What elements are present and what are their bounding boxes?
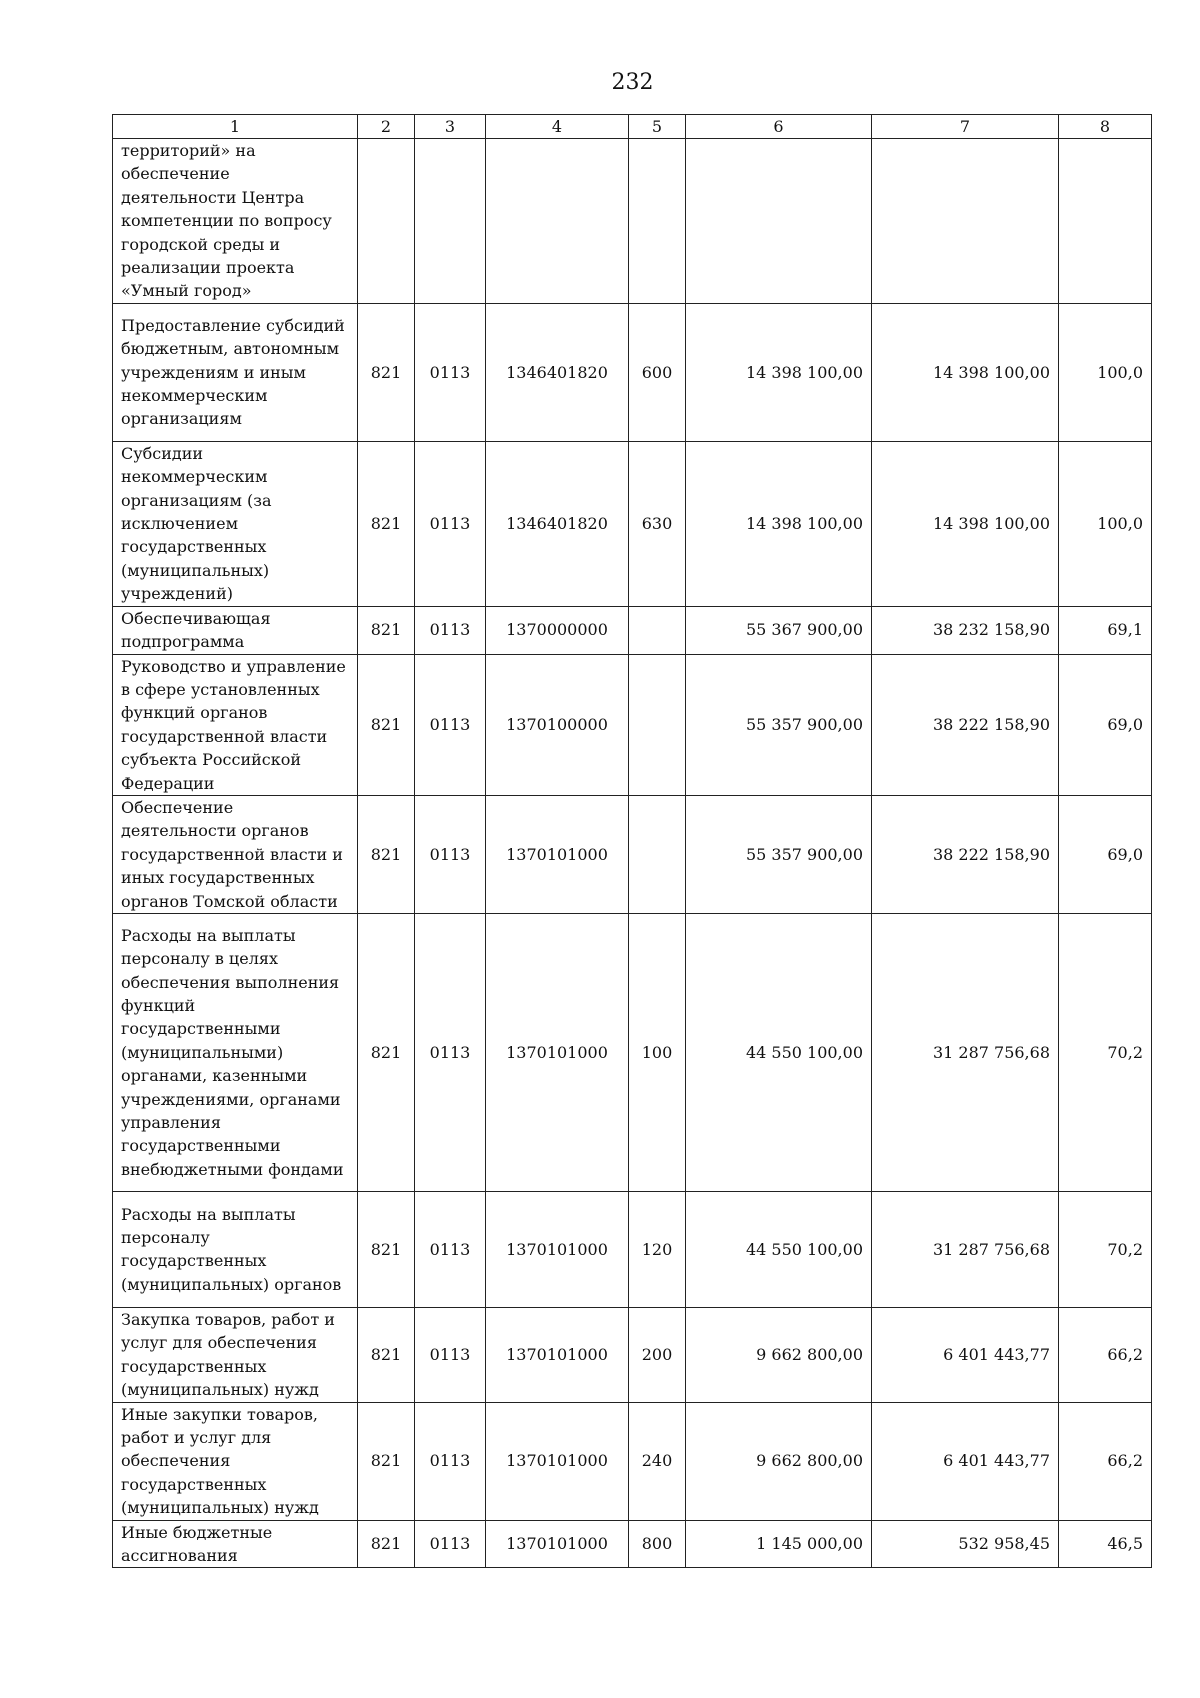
description-cell: Предоставление субсидий бюджетным, автономным учреждениям и иным некоммерческим организациям: [113, 303, 358, 441]
section-code-cell: 0113: [415, 1307, 486, 1402]
section-code-cell: 0113: [415, 441, 486, 606]
ministry-code-cell: 821: [358, 303, 415, 441]
description-cell: Закупка товаров, работ и услуг для обеспечения государственных (муниципальных) нужд: [113, 1307, 358, 1402]
percent-cell: 69,0: [1059, 795, 1152, 913]
percent-cell: 70,2: [1059, 913, 1152, 1191]
column-header: 2: [358, 115, 415, 139]
table-row: [113, 139, 1152, 304]
page-number: 232: [611, 70, 654, 95]
column-header: 4: [486, 115, 629, 139]
ministry-code-cell: 821: [358, 654, 415, 795]
target-article-cell: 1370101000: [486, 1191, 629, 1307]
executed-amount-cell: 31 287 756,68: [872, 913, 1059, 1191]
budget-table: [112, 114, 1152, 1568]
executed-amount-cell: [872, 139, 1059, 304]
expense-type-cell: 630: [629, 441, 686, 606]
table-row: [113, 1520, 1152, 1568]
percent-cell: 70,2: [1059, 1191, 1152, 1307]
executed-amount-cell: 31 287 756,68: [872, 1191, 1059, 1307]
ministry-code-cell: 821: [358, 795, 415, 913]
section-code-cell: 0113: [415, 1520, 486, 1568]
description-cell: Обеспечение деятельности органов государственной власти и иных государственных органов Томской области: [113, 795, 358, 913]
table-row: [113, 654, 1152, 795]
executed-amount-cell: 38 232 158,90: [872, 606, 1059, 654]
section-code-cell: [415, 139, 486, 304]
section-code-cell: 0113: [415, 795, 486, 913]
target-article-cell: 1370100000: [486, 654, 629, 795]
executed-amount-cell: 6 401 443,77: [872, 1307, 1059, 1402]
percent-cell: [1059, 139, 1152, 304]
target-article-cell: 1370101000: [486, 913, 629, 1191]
table-row: [113, 303, 1152, 441]
executed-amount-cell: 6 401 443,77: [872, 1402, 1059, 1520]
ministry-code-cell: 821: [358, 913, 415, 1191]
percent-cell: 66,2: [1059, 1307, 1152, 1402]
expense-type-cell: [629, 654, 686, 795]
target-article-cell: 1370101000: [486, 1402, 629, 1520]
ministry-code-cell: 821: [358, 1307, 415, 1402]
ministry-code-cell: [358, 139, 415, 304]
table-row: [113, 913, 1152, 1191]
executed-amount-cell: 38 222 158,90: [872, 795, 1059, 913]
expense-type-cell: 100: [629, 913, 686, 1191]
ministry-code-cell: 821: [358, 441, 415, 606]
table-row: [113, 606, 1152, 654]
planned-amount-cell: 14 398 100,00: [686, 303, 872, 441]
table-row: [113, 1191, 1152, 1307]
percent-cell: 100,0: [1059, 303, 1152, 441]
section-code-cell: 0113: [415, 1191, 486, 1307]
column-header: 3: [415, 115, 486, 139]
percent-cell: 100,0: [1059, 441, 1152, 606]
column-header: 6: [686, 115, 872, 139]
column-header: 5: [629, 115, 686, 139]
column-header: 1: [113, 115, 358, 139]
planned-amount-cell: 55 357 900,00: [686, 654, 872, 795]
table-header-row: [113, 115, 1152, 139]
column-header: 7: [872, 115, 1059, 139]
planned-amount-cell: 1 145 000,00: [686, 1520, 872, 1568]
description-cell: Иные закупки товаров, работ и услуг для обеспечения государственных (муниципальных) нужд: [113, 1402, 358, 1520]
expense-type-cell: 240: [629, 1402, 686, 1520]
percent-cell: 66,2: [1059, 1402, 1152, 1520]
planned-amount-cell: 44 550 100,00: [686, 1191, 872, 1307]
expense-type-cell: 600: [629, 303, 686, 441]
section-code-cell: 0113: [415, 606, 486, 654]
percent-cell: 69,0: [1059, 654, 1152, 795]
column-header: 8: [1059, 115, 1152, 139]
expense-type-cell: [629, 139, 686, 304]
expense-type-cell: 800: [629, 1520, 686, 1568]
description-cell: Иные бюджетные ассигнования: [113, 1520, 358, 1568]
percent-cell: 69,1: [1059, 606, 1152, 654]
ministry-code-cell: 821: [358, 1191, 415, 1307]
target-article-cell: [486, 139, 629, 304]
section-code-cell: 0113: [415, 303, 486, 441]
description-cell: Субсидии некоммерческим организациям (за исключением государственных (муниципальных) учреждений): [113, 441, 358, 606]
planned-amount-cell: 55 367 900,00: [686, 606, 872, 654]
description-cell: Руководство и управление в сфере установленных функций органов государственной власти субъекта Российской Федерации: [113, 654, 358, 795]
planned-amount-cell: 9 662 800,00: [686, 1402, 872, 1520]
section-code-cell: 0113: [415, 654, 486, 795]
expense-type-cell: 200: [629, 1307, 686, 1402]
expense-type-cell: 120: [629, 1191, 686, 1307]
table-row: [113, 1402, 1152, 1520]
target-article-cell: 1370101000: [486, 795, 629, 913]
expense-type-cell: [629, 795, 686, 913]
executed-amount-cell: 38 222 158,90: [872, 654, 1059, 795]
section-code-cell: 0113: [415, 913, 486, 1191]
target-article-cell: 1346401820: [486, 303, 629, 441]
planned-amount-cell: 14 398 100,00: [686, 441, 872, 606]
expense-type-cell: [629, 606, 686, 654]
target-article-cell: 1346401820: [486, 441, 629, 606]
executed-amount-cell: 14 398 100,00: [872, 441, 1059, 606]
ministry-code-cell: 821: [358, 606, 415, 654]
table-row: [113, 441, 1152, 606]
table-row: [113, 1307, 1152, 1402]
executed-amount-cell: 14 398 100,00: [872, 303, 1059, 441]
description-cell: Расходы на выплаты персоналу в целях обеспечения выполнения функций государственными (муниципальными) органами, казенными учреждениями, органами управления государственными внебюджетными фондами: [113, 913, 358, 1191]
executed-amount-cell: 532 958,45: [872, 1520, 1059, 1568]
ministry-code-cell: 821: [358, 1520, 415, 1568]
planned-amount-cell: 9 662 800,00: [686, 1307, 872, 1402]
percent-cell: 46,5: [1059, 1520, 1152, 1568]
description-cell: Расходы на выплаты персоналу государственных (муниципальных) органов: [113, 1191, 358, 1307]
section-code-cell: 0113: [415, 1402, 486, 1520]
table-row: [113, 795, 1152, 913]
description-cell: Обеспечивающая подпрограмма: [113, 606, 358, 654]
target-article-cell: 1370101000: [486, 1520, 629, 1568]
description-cell: территорий» на обеспечение деятельности Центра компетенции по вопросу городской среды и реализации проекта «Умный город»: [113, 139, 358, 304]
planned-amount-cell: 44 550 100,00: [686, 913, 872, 1191]
target-article-cell: 1370000000: [486, 606, 629, 654]
target-article-cell: 1370101000: [486, 1307, 629, 1402]
ministry-code-cell: 821: [358, 1402, 415, 1520]
planned-amount-cell: 55 357 900,00: [686, 795, 872, 913]
planned-amount-cell: [686, 139, 872, 304]
